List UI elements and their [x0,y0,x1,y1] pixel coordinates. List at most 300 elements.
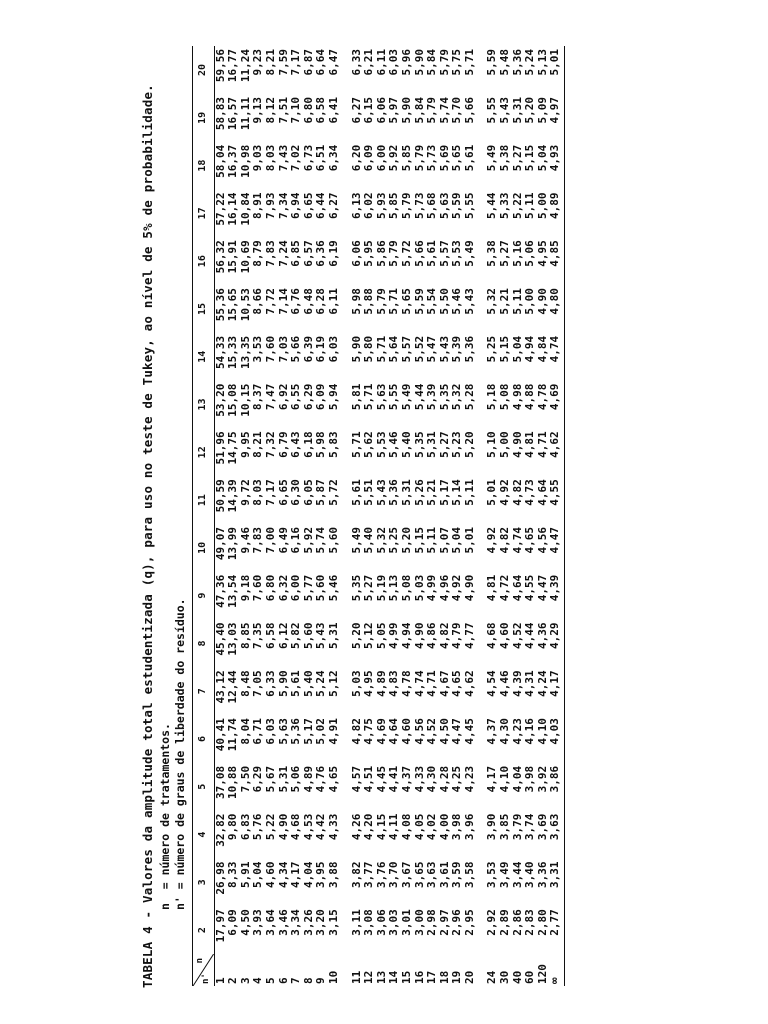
table-cell: 45,40 [213,622,227,656]
table-cell: 6,09 [314,383,328,411]
table-cell: 4,28 [437,765,451,793]
table-cell: 4,23 [462,765,476,793]
table-cell: 5,44 [412,383,426,411]
table-row [376,46,389,986]
table-row [486,46,499,986]
table-cell: 7,72 [263,288,277,315]
row-header: 15 [399,970,413,984]
table-cell: 6,02 [362,192,376,219]
table-cell: 7,24 [276,240,290,267]
table-cell: 5,55 [387,383,401,411]
table-cell: 4,80 [548,288,562,315]
table-cell: 6,06 [374,96,388,124]
table-cell: 50,59 [213,479,227,513]
table-cell: 6,58 [314,96,328,124]
table-cell: 6,73 [301,144,315,172]
table-cell: 51,96 [213,431,227,465]
header-row [193,46,215,986]
table-cell: 4,23 [510,718,524,745]
column-header: 16 [197,255,208,268]
table-cell: 10,88 [226,765,240,799]
table-cell: 6,43 [289,431,303,458]
table-cell: 3,08 [362,909,376,936]
table-cell: 3,98 [450,813,464,841]
table-cell: 11,24 [238,49,252,83]
table-cell: 5,47 [425,335,439,363]
table-cell: 4,88 [523,383,537,411]
table-cell: 6,19 [314,335,328,363]
table-cell: 6,21 [362,49,376,76]
table-cell: 4,76 [314,765,328,793]
table-cell: 4,37 [485,718,499,745]
table-cell: 5,00 [498,431,512,458]
table-cell: 5,81 [349,383,363,411]
table-cell: 4,16 [523,718,537,745]
table-cell: 3,01 [399,909,413,936]
table-cell: 6,57 [301,240,315,267]
table-cell: 7,93 [263,192,277,219]
table-cell: 6,39 [301,335,315,363]
table-cell: 5,63 [374,383,388,411]
column-header: 17 [197,207,208,220]
table-cell: 4,81 [485,574,499,602]
table-cell: 5,27 [498,240,512,267]
table-cell: 6,51 [314,144,328,172]
table-cell: 5,53 [374,431,388,458]
table-cell: 4,92 [450,574,464,602]
table-cell: 6,03 [263,718,277,745]
table-cell: 3,31 [548,861,562,888]
table-cell: 5,00 [535,192,549,219]
table-cell: 4,60 [498,622,512,650]
table-cell: 9,18 [238,574,252,602]
table-cell: 5,43 [374,479,388,506]
table-cell: 5,90 [349,335,363,363]
table-cell: 4,33 [412,765,426,793]
table-cell: 6,71 [251,718,265,745]
table-cell: 6,16 [289,526,303,554]
table-cell: 5,74 [437,96,451,124]
table-cell: 5,49 [485,144,499,172]
table-cell: 4,82 [437,622,451,650]
table-cell: 9,72 [238,479,252,506]
table-cell: 4,62 [548,431,562,458]
table-cell: 5,77 [301,574,315,602]
column-header: 19 [197,111,208,124]
table-cell: 4,30 [425,765,439,793]
table-cell: 4,10 [498,765,512,793]
table-cell: 4,47 [548,526,562,554]
table-cell: 14,75 [226,431,240,465]
table-cell: 2,86 [510,909,524,936]
table-cell: 6,47 [326,49,340,76]
table-cell: 3,82 [349,861,363,888]
table-cell: 3,11 [349,909,363,936]
table-row [290,46,303,986]
table-cell: 6,09 [226,909,240,936]
table-cell: 3,46 [276,909,290,936]
table-row [388,46,401,986]
table-cell: 4,47 [535,574,549,602]
table-cell: 4,64 [510,574,524,602]
table-cell: 6,55 [289,383,303,411]
table-row [265,46,278,986]
table-cell: 5,13 [535,49,549,76]
table-cell: 5,91 [238,861,252,888]
table-cell: 6,58 [263,622,277,650]
table-cell: 5,08 [498,383,512,411]
table-cell: 10,69 [238,240,252,274]
table-cell: 10,98 [238,144,252,178]
table-cell: 4,93 [548,144,562,172]
table-cell: 5,27 [510,144,524,172]
table-cell: 6,76 [289,288,303,315]
row-header: 10 [326,970,340,984]
table-cell: 4,68 [289,813,303,841]
table-cell: 5,39 [425,383,439,411]
table-row [214,46,227,986]
table-cell: 6,27 [326,192,340,219]
row-header: 3 [238,977,252,984]
table-cell: 4,69 [548,383,562,411]
table-cell: 4,90 [510,431,524,458]
table-cell: 6,48 [301,288,315,315]
table-cell: 11,74 [226,718,240,752]
table-cell: 5,66 [412,240,426,267]
table-cell: 5,43 [314,622,328,650]
table-cell: 3,70 [387,861,401,888]
table-cell: 8,12 [263,96,277,124]
table-cell: 3,40 [523,861,537,888]
table-cell: 5,07 [437,526,451,554]
table-cell: 6,41 [326,96,340,124]
table-cell: 7,10 [289,96,303,124]
table-cell: 5,20 [399,526,413,554]
table-cell: 4,50 [437,718,451,745]
table-cell: 5,86 [374,240,388,267]
table-cell: 5,28 [462,383,476,411]
table-cell: 3,63 [425,861,439,888]
table-cell: 4,99 [387,622,401,650]
table-cell: 5,71 [349,431,363,458]
table-cell: 5,15 [523,144,537,172]
table-cell: 7,51 [276,96,290,124]
table-cell: 12,44 [226,670,240,704]
table-cell: 4,26 [349,813,363,841]
table-cell: 58,83 [213,96,227,131]
table-body [214,46,564,986]
table-cell: 3,85 [498,813,512,841]
row-header: 120 [535,964,549,984]
corner-n-prime-label: n' [201,973,211,984]
table-cell: 7,03 [276,335,290,363]
table-cell: 6,06 [349,240,363,267]
row-header: 11 [349,970,363,984]
table-cell: 5,75 [450,49,464,76]
table-cell: 2,97 [437,909,451,936]
table-cell: 4,97 [548,96,562,124]
table-cell: 9,03 [251,144,265,172]
table-cell: 4,54 [485,670,499,697]
table-cell: 4,96 [437,574,451,602]
column-header: 8 [197,640,208,647]
table-cell: 14,39 [226,479,240,513]
table-cell: 4,55 [523,574,537,602]
table-cell: 6,92 [276,383,290,411]
table-cell: 5,04 [450,526,464,554]
table-cell: 5,73 [425,144,439,172]
table-cell: 5,35 [437,383,451,411]
table-cell: 4,50 [238,909,252,936]
table-cell: 5,74 [314,526,328,554]
table-row [464,46,477,986]
table-cell: 5,96 [399,49,413,76]
table-cell: 5,11 [462,479,476,506]
table-cell: 4,74 [548,335,562,363]
table-cell: 5,38 [498,144,512,172]
tukey-q-table [192,46,565,986]
table-row [537,46,550,986]
table-cell: 5,17 [301,718,315,745]
table-cell: 5,21 [425,479,439,506]
column-header: 18 [197,159,208,172]
table-cell: 7,60 [263,335,277,363]
corner-n-label: n [195,958,205,964]
column-header: 11 [197,494,208,507]
table-cell: 6,03 [387,49,401,76]
legend-n: n = número de tratamentos. [158,723,172,910]
table-cell: 3,34 [289,909,303,936]
table-cell: 4,71 [535,431,549,458]
table-cell: 10,15 [238,383,252,417]
table-cell: 4,94 [523,335,537,363]
table-cell: 5,65 [399,288,413,315]
table-cell: 5,31 [425,431,439,458]
table-cell: 4,64 [535,479,549,506]
table-cell: 10,53 [238,288,252,322]
table-cell: 13,03 [226,622,240,656]
table-cell: 6,11 [374,49,388,76]
table-cell: 5,71 [387,288,401,315]
table-cell: 4,41 [387,765,401,793]
table-cell: 8,37 [251,383,265,411]
table-cell: 4,69 [374,718,388,745]
table-cell: 4,51 [362,765,376,793]
table-cell: 8,33 [226,861,240,888]
table-cell: 6,65 [276,479,290,506]
table-cell: 3,67 [399,861,413,888]
table-cell: 3,98 [523,765,537,793]
table-cell: 3,77 [362,861,376,888]
table-cell: 5,44 [485,192,499,219]
table-cell: 5,31 [510,96,524,124]
table-cell: 5,83 [326,431,340,458]
table-cell: 5,49 [399,383,413,411]
table-cell: 5,11 [523,192,537,219]
table-cell: 5,57 [399,335,413,363]
table-cell: 5,79 [374,288,388,315]
table-cell: 4,55 [548,479,562,506]
table-cell: 6,33 [263,670,277,697]
table-cell: 5,79 [412,144,426,172]
table-cell: 6,29 [301,383,315,411]
table-cell: 16,37 [226,144,240,178]
table-cell: 4,53 [301,813,315,841]
table-cell: 6,87 [301,49,315,76]
table-cell: 8,03 [263,144,277,172]
table-cell: 4,78 [399,670,413,697]
table-cell: 5,17 [437,479,451,506]
table-cell: 47,36 [213,574,227,608]
table-cell: 5,46 [387,431,401,458]
table-cell: 5,97 [387,96,401,124]
table-cell: 4,24 [535,670,549,697]
table-cell: 6,00 [289,574,303,602]
table-row [328,46,341,986]
table-cell: 5,20 [523,96,537,124]
table-cell: 4,10 [535,718,549,745]
table-cell: 6,29 [251,765,265,793]
table-cell: 6,28 [314,288,328,315]
table-cell: 5,35 [349,574,363,602]
table-cell: 4,68 [485,622,499,650]
table-cell: 13,99 [226,526,240,561]
table-cell: 5,73 [412,192,426,219]
column-header: 9 [197,592,208,599]
table-cell: 4,33 [326,813,340,841]
column-header: 13 [197,398,208,411]
table-cell: 15,65 [226,288,240,322]
table-cell: 7,59 [276,49,290,76]
legend-n-prime: n' = número de graus de liberdade do resíduo. [173,598,187,910]
column-header: 3 [197,879,208,886]
table-cell: 8,91 [251,192,265,219]
table-cell: 5,71 [374,335,388,363]
table-cell: 4,82 [510,479,524,506]
table-cell: 5,92 [301,526,315,554]
table-cell: 5,90 [276,670,290,697]
column-header: 6 [197,735,208,742]
table-cell: 5,90 [399,96,413,124]
table-cell: 5,63 [276,718,290,745]
table-cell: 11,11 [238,96,252,131]
table-cell: 5,61 [349,479,363,506]
table-cell: 7,83 [263,240,277,267]
table-row [240,46,253,986]
table-cell: 16,57 [226,96,240,131]
table-cell: 5,60 [314,574,328,602]
table-cell: 5,36 [510,49,524,76]
table-cell: 2,83 [523,909,537,936]
table-cell: 3,69 [535,813,549,841]
table-cell: 3,95 [314,861,328,888]
table-cell: 3,53 [485,861,499,888]
table-cell: 4,84 [535,335,549,363]
table-cell: 4,46 [498,670,512,697]
table-cell: 13,54 [226,574,240,608]
table-cell: 4,62 [462,670,476,697]
table-cell: 7,83 [251,526,265,554]
table-cell: 4,42 [314,813,328,841]
table-cell: 3,36 [535,861,549,888]
table-cell: 54,33 [213,335,227,369]
table-cell: 8,04 [238,718,252,745]
table-cell: 4,85 [548,240,562,267]
table-cell: 4,71 [425,670,439,697]
table-cell: 58,04 [213,144,227,178]
table-cell: 5,72 [399,240,413,267]
table-cell: 7,60 [251,574,265,602]
row-header: 17 [425,970,439,984]
table-cell: 4,25 [450,765,464,793]
table-cell: 9,80 [226,813,240,841]
table-cell: 3,00 [412,909,426,936]
table-row [512,46,525,986]
table-cell: 5,43 [437,335,451,363]
table-cell: 5,33 [498,192,512,219]
table-cell: 56,32 [213,240,227,274]
group-spacer [476,46,486,986]
table-cell: 4,75 [362,718,376,745]
corner-cell [193,954,215,986]
table-cell: 3,58 [462,861,476,888]
row-header: 12 [362,970,376,984]
table-cell: 5,13 [387,574,401,602]
table-cell: 5,84 [412,96,426,124]
column-header: 4 [197,831,208,838]
table-cell: 5,55 [462,192,476,219]
table-cell: 5,40 [399,431,413,458]
table-cell: 26,98 [213,861,227,895]
table-cell: 5,01 [462,526,476,554]
table-cell: 4,90 [462,574,476,602]
table-cell: 4,86 [425,622,439,650]
column-header: 7 [197,688,208,695]
table-cell: 2,77 [548,909,562,936]
table-cell: 2,96 [450,909,464,936]
table-cell: 15,91 [226,240,240,274]
table-cell: 6,11 [326,288,340,315]
table-cell: 5,48 [498,49,512,76]
table-cell: 2,98 [425,909,439,936]
table-cell: 5,55 [485,96,499,124]
table-cell: 4,56 [535,526,549,554]
table-row [363,46,376,986]
table-cell: 13,35 [238,335,252,369]
row-header: 14 [387,970,401,984]
table-cell: 4,90 [535,288,549,315]
table-cell: 7,02 [289,144,303,172]
row-header: 20 [462,970,476,984]
table-cell: 4,52 [510,622,524,650]
row-header: 24 [485,970,499,984]
table-cell: 4,29 [548,622,562,650]
table-cell: 5,38 [485,240,499,267]
table-row [549,46,564,986]
table-cell: 5,31 [276,765,290,793]
table-cell: 5,71 [362,383,376,411]
table-cell: 5,36 [387,479,401,506]
column-header: 2 [197,927,208,934]
table-cell: 3,49 [498,861,512,888]
table-cell: 7,47 [263,383,277,411]
table-cell: 5,65 [450,144,464,172]
table-cell: 5,61 [462,144,476,172]
table-cell: 59,56 [213,49,227,83]
table-cell: 5,27 [362,574,376,602]
table-cell: 5,26 [412,479,426,506]
table-cell: 4,91 [326,718,340,745]
